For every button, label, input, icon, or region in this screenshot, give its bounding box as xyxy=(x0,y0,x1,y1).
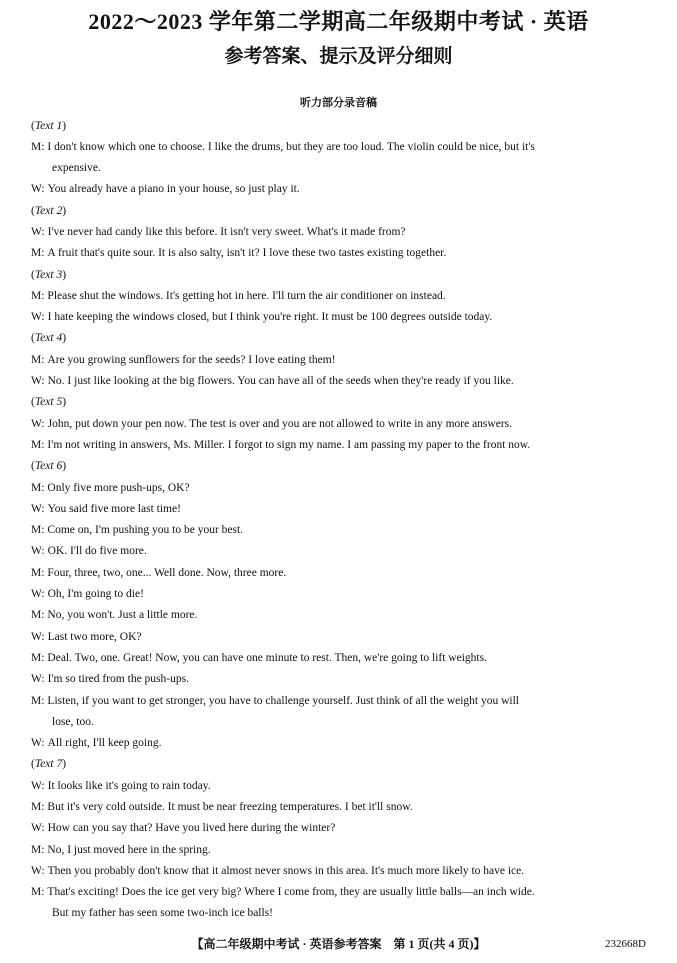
speaker-label: M: xyxy=(31,651,45,664)
speaker-label: W: xyxy=(31,225,45,238)
dialogue-text: Last two more, OK? xyxy=(47,630,142,643)
dialogue-text: I hate keeping the windows closed, but I think you're right. It must be 100 degrees outside today. xyxy=(47,311,493,324)
dialogue-line xyxy=(31,563,651,584)
dialogue-line xyxy=(31,776,651,797)
dialogue-text: I've never had candy like this before. It isn't very sweet. What's it made from? xyxy=(47,225,406,238)
dialogue-line-continuation: lose, too. xyxy=(52,715,94,728)
dialogue-line xyxy=(31,818,651,839)
speaker-label: M: xyxy=(31,886,45,899)
text-label: (Text 7) xyxy=(31,758,67,771)
speaker-label: W: xyxy=(31,588,45,601)
text-label: (Text 6) xyxy=(31,460,67,473)
dialogue-line xyxy=(31,307,651,328)
dialogue-line xyxy=(31,222,651,243)
dialogue-line xyxy=(31,541,651,562)
dialogue-text: No. I just like looking at the big flowers. You can have all of the seeds when they're ready if you like. xyxy=(47,375,514,388)
dialogue-text: I'm not writing in answers, Ms. Miller. I forgot to sign my name. I am passing my paper to the front now. xyxy=(47,438,531,451)
dialogue-line xyxy=(31,350,651,371)
speaker-label: M: xyxy=(31,694,45,707)
dialogue-line xyxy=(31,243,651,264)
speaker-label: W: xyxy=(31,630,45,643)
speaker-label: W: xyxy=(31,545,45,558)
dialogue-text: But it's very cold outside. It must be near freezing temperatures. I bet it'll snow. xyxy=(47,801,413,813)
text-label: (Text 3) xyxy=(31,268,67,281)
text-label: (Text 2) xyxy=(31,204,67,217)
page-title: 2022～2023 学年第二学期高二年级期中考试 · 英语 xyxy=(88,9,589,34)
dialogue-text: I don't know which one to choose. I like the drums, but they are too loud. The violin could be nice, but it's xyxy=(47,140,535,153)
text-label: (Text 5) xyxy=(31,396,67,409)
dialogue-line xyxy=(31,520,651,541)
dialogue-line xyxy=(31,797,651,818)
dialogue-line xyxy=(31,478,651,499)
dialogue-line xyxy=(31,648,651,669)
speaker-label: W: xyxy=(31,311,45,324)
speaker-label: M: xyxy=(31,524,45,537)
dialogue-line xyxy=(31,605,651,626)
dialogue-text: Oh, I'm going to die! xyxy=(47,588,144,601)
dialogue-line xyxy=(31,861,651,882)
dialogue-line-continuation: expensive. xyxy=(52,162,101,175)
section-heading: 听力部分录音稿 xyxy=(300,97,377,109)
dialogue-text: John, put down your pen now. The test is over and you are not allowed to write in any more answers. xyxy=(47,417,512,430)
speaker-label: M: xyxy=(31,609,45,622)
listening-transcript xyxy=(31,116,651,925)
dialogue-text: Are you growing sunflowers for the seeds? I love eating them! xyxy=(47,353,336,366)
dialogue-line xyxy=(31,691,651,712)
dialogue-line xyxy=(31,840,651,861)
dialogue-text: Listen, if you want to get stronger, you have to challenge yourself. Just think of all the weight you will xyxy=(47,694,520,707)
speaker-label: M: xyxy=(31,843,45,856)
speaker-label: M: xyxy=(31,481,45,494)
speaker-label: M: xyxy=(31,566,45,579)
dialogue-text: No, you won't. Just a little more. xyxy=(47,609,198,622)
speaker-label: W: xyxy=(31,779,45,792)
page-subtitle: 参考答案、提示及评分细则 xyxy=(224,46,453,67)
speaker-label: W: xyxy=(31,864,45,877)
dialogue-line xyxy=(31,882,651,903)
dialogue-text: It looks like it's going to rain today. xyxy=(47,779,211,792)
dialogue-line xyxy=(31,371,651,392)
dialogue-text: A fruit that's quite sour. It is also salty, isn't it? I love these two tastes existing together. xyxy=(47,247,447,260)
speaker-label: M: xyxy=(31,140,45,153)
speaker-label: W: xyxy=(31,822,45,835)
dialogue-text: No, I just moved here in the spring. xyxy=(47,843,211,856)
dialogue-line xyxy=(31,286,651,307)
text-label: (Text 4) xyxy=(31,332,67,345)
speaker-label: W: xyxy=(31,183,45,196)
dialogue-text: I'm so tired from the push-ups. xyxy=(47,673,189,686)
speaker-label: W: xyxy=(31,502,45,515)
dialogue-text: Four, three, two, one... Well done. Now, three more. xyxy=(47,566,287,579)
dialogue-text: OK. I'll do five more. xyxy=(47,545,147,558)
dialogue-text: That's exciting! Does the ice get very big? Where I come from, they are usually little balls—an inch wide. xyxy=(47,886,535,899)
dialogue-text: Then you probably don't know that it almost never snows in this area. It's much more likely to have ice. xyxy=(47,864,525,877)
speaker-label: W: xyxy=(31,375,45,388)
speaker-label: M: xyxy=(31,801,45,813)
page-footer xyxy=(0,935,677,953)
dialogue-text: How can you say that? Have you lived here during the winter? xyxy=(47,822,336,835)
dialogue-text: Deal. Two, one. Great! Now, you can have one minute to rest. Then, we're going to lift weights. xyxy=(47,651,487,664)
document-code: 232668D xyxy=(605,938,646,950)
dialogue-line xyxy=(31,669,651,690)
speaker-label: M: xyxy=(31,289,45,302)
dialogue-text: You said five more last time! xyxy=(47,502,181,515)
speaker-label: M: xyxy=(31,353,45,366)
dialogue-text: Please shut the windows. It's getting hot in here. I'll turn the air conditioner on instead. xyxy=(47,289,446,302)
dialogue-line xyxy=(31,584,651,605)
speaker-label: W: xyxy=(31,673,45,686)
dialogue-text: Come on, I'm pushing you to be your best. xyxy=(47,524,244,537)
dialogue-line-continuation: But my father has seen some two-inch ice balls! xyxy=(52,907,273,920)
speaker-label: W: xyxy=(31,737,45,750)
dialogue-text: All right, I'll keep going. xyxy=(47,737,162,750)
speaker-label: W: xyxy=(31,417,45,430)
dialogue-line xyxy=(31,435,651,456)
dialogue-line xyxy=(31,179,651,200)
text-label: (Text 1) xyxy=(31,119,67,132)
footer-text: 【高二年级期中考试 · 英语参考答案 第 1 页(共 4 页)】 xyxy=(191,937,486,951)
dialogue-line xyxy=(31,137,651,158)
speaker-label: M: xyxy=(31,247,45,260)
dialogue-line xyxy=(31,414,651,435)
dialogue-line xyxy=(31,499,651,520)
dialogue-text: Only five more push-ups, OK? xyxy=(47,481,190,494)
dialogue-line xyxy=(31,733,651,754)
speaker-label: M: xyxy=(31,438,45,451)
dialogue-text: You already have a piano in your house, so just play it. xyxy=(47,183,300,196)
dialogue-line xyxy=(31,627,651,648)
